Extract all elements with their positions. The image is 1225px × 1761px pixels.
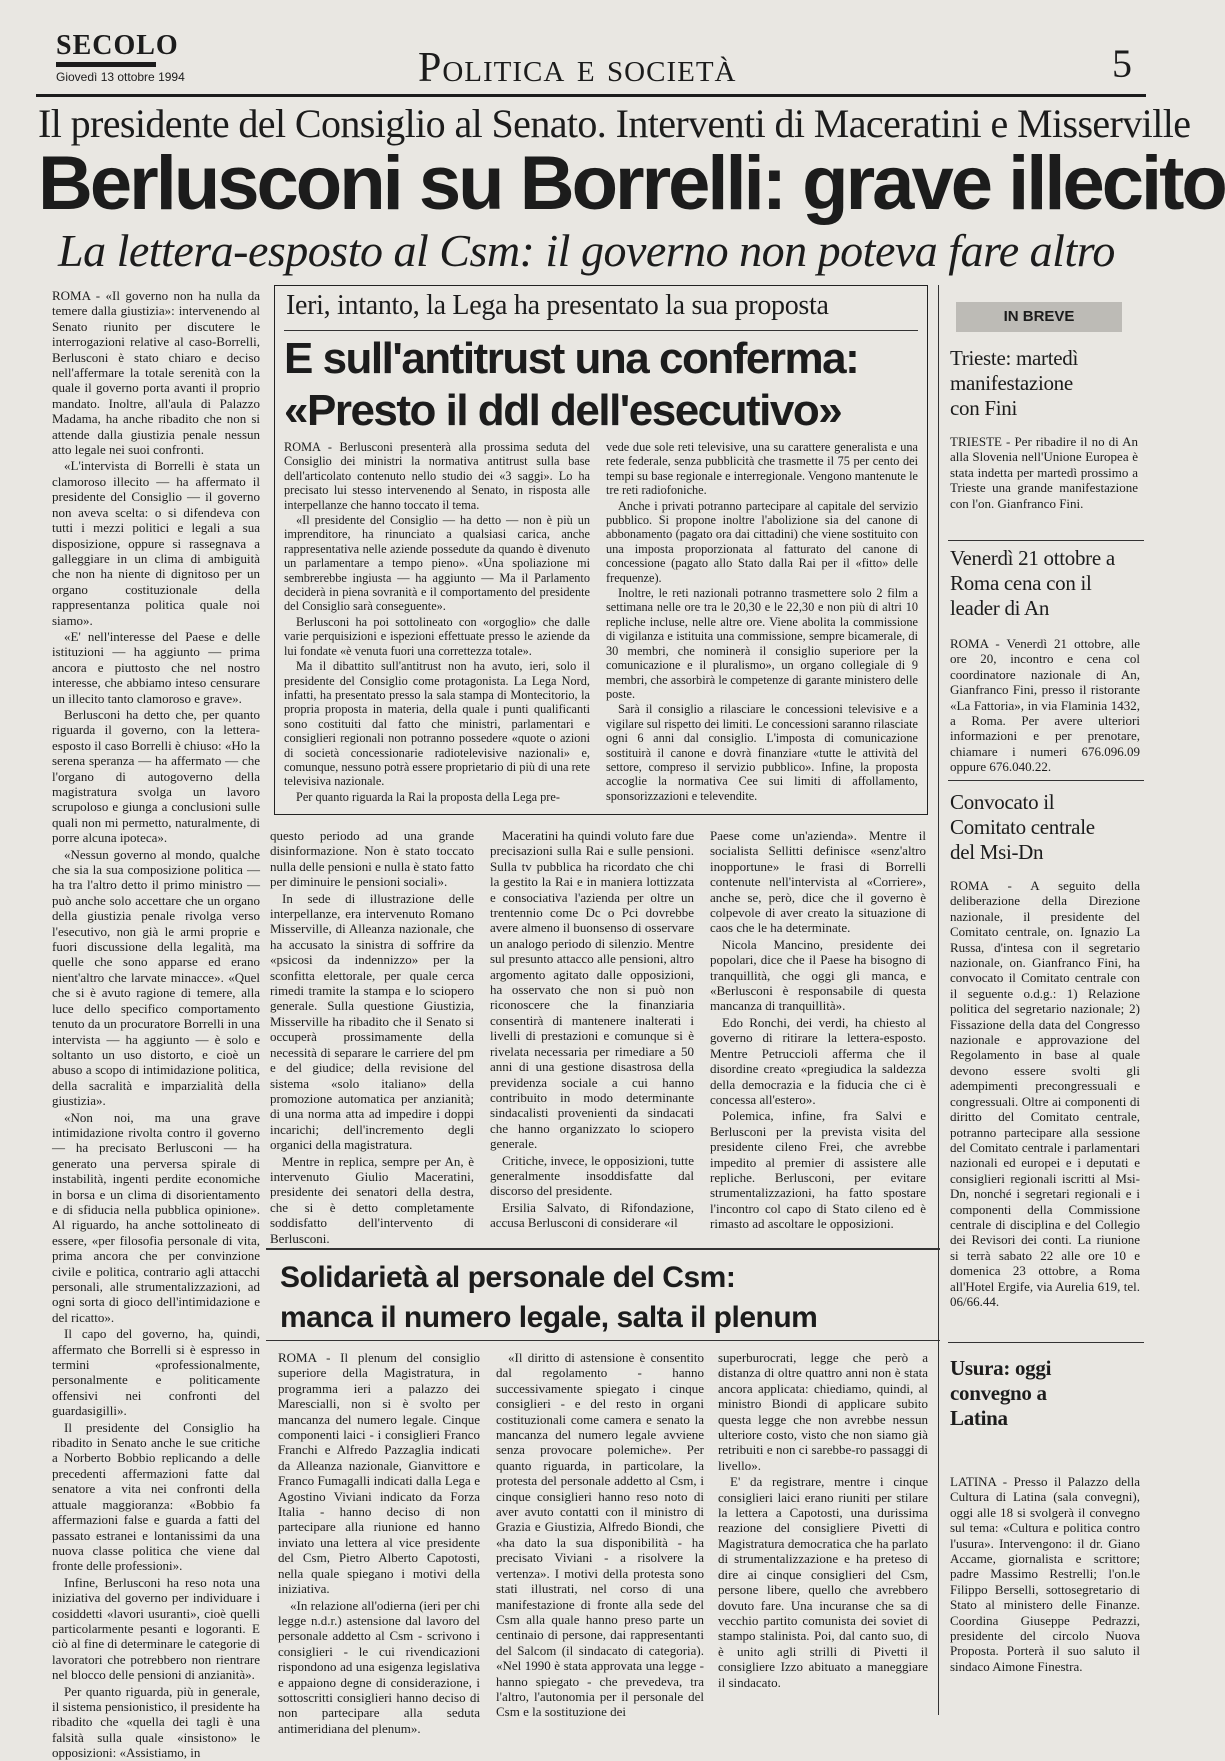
paragraph: Il presidente del Consiglio ha ribadito in Senato anche le sue critiche a Norberto Bobbio replicando a delle precedenti affermazioni fatte dal senatore a vita nei confronti della attuale maggioranza: «Bobbio fa affermazioni false e guarda a fatti del passato estranei e lontanissimi da una nuova classe politica che viene dal fronte delle professioni».	[52, 1419, 260, 1574]
paragraph: Ersilia Salvato, di Rifondazione, accusa Berlusconi di considerare «il	[490, 1199, 694, 1231]
breve-separator	[948, 1342, 1144, 1343]
paragraph: questo periodo ad una grande disinformazione. Non è stato toccato nulla delle pensioni e nulla è stato fatto per diminuire le pensioni sociali».	[270, 828, 474, 890]
antitrust-headline	[284, 333, 924, 437]
main-article-column-4	[710, 828, 926, 1238]
paragraph: Critiche, invece, le opposizioni, tutte generalmente insoddisfatte dal discorso del presidente.	[490, 1152, 694, 1199]
paragraph: Maceratini ha quindi voluto fare due precisazioni sulla Rai e sulle pensioni. Sulla tv pubblica ha ricordato che chi la gestito la Rai e in maniera lottizzata e consociativa l'azienda per oltre un trentennio come Dc o Pci dovrebbe avere almeno il buonsenso di osservare un analogo periodo di silenzio. Mentre sul presunto attacco alle pensioni, altro argomento agitato dalle opposizioni, ha osservato che non si può non riconoscere che la finanziaria consentirà di mantenere inalterati i livelli di prestazioni e comunque si è rivelata necessaria per rimediare a 50 anni di una gestione disastrosa della previdenza sociale a cui hanno contribuito in modo determinante sindacalisti provenienti da sindacati che hanno organizzato lo sciopero generale.	[490, 828, 694, 1152]
section-title: Politica e società	[418, 45, 737, 91]
paragraph: Edo Ronchi, dei verdi, ha chiesto al governo di ritirare la lettera-esposto. Mentre Petruccioli afferma che il disordine creato «pregiudica la saldezza della democrazia e la fiducia che ci è concessa all'estero».	[710, 1014, 926, 1107]
solidarieta-divider	[266, 1340, 940, 1341]
antitrust-headline-line-2: «Presto il ddl dell'esecutivo»	[284, 386, 842, 435]
breve-separator	[948, 540, 1144, 541]
paragraph: TRIESTE - Per ribadire il no di An alla Slovenia nell'Unione Europea è stata indetta per martedì prossimo a Trieste una grande manifestazione con l'on. Gianfranco Fini.	[950, 434, 1138, 511]
paragraph: Infine, Berlusconi ha reso nota una iniziativa del governo per individuare i cosiddetti «lavori usuranti», cioè quelli particolarmente pesanti e logoranti. E ciò al fine di determinare le categorie di lavoratori che potrebbero non rientrare nel blocco delle pensioni di anzianità».	[52, 1574, 260, 1683]
paragraph: ROMA - Il plenum del consiglio superiore della Magistratura, in programma ieri a palazzo dei Marescialli, non si è svolto per mancanza del numero legale. Cinque componenti laici - i consiglieri Franco Franchi e Alfredo Pazzaglia indicati da Alleanza nazionale, Gianvittore e Franco Fumagalli indicati dalla Lega e Agostino Viviani indicato da Forza Italia - hanno deciso di non partecipare alla riunione ed hanno inviato una lettera al vice presidente del Csm, Pietro Alberto Capotosti, nella quale spiegano i motivi della iniziativa.	[278, 1350, 480, 1597]
paragraph: Anche i privati potranno partecipare al capitale del servizio pubblico. Si propone inoltre l'abolizione sia del canone di abbonamento (pagato ora dai cittadini) che viene sostituito con una imposta proporzionata al fatturato del canone di concessione (pagato allo Stato dalla Rai per il «fitto» delle frequenze).	[606, 498, 918, 585]
paragraph: Inoltre, le reti nazionali potranno trasmettere solo 2 film a settimana nelle ore tra le 20,30 e le 22,30 e non più di altri 10 repliche incluse, nelle altre ore. Viene abolita la commissione di vigilanza e istituita una commissione, sempre bicamerale, di 30 membri, che nominerà il consiglio superiore per la comunicazione e il pluralismo», un organo collegiale di 9 membri, che assorbirà le competenze di garante ministero delle poste.	[606, 586, 918, 701]
main-article-column-1	[52, 288, 260, 1761]
paragraph: Per quanto riguarda la Rai la proposta della Lega pre-	[296, 789, 560, 804]
solidarieta-headline-line-2: manca il numero legale, salta il plenum	[280, 1301, 818, 1334]
masthead-logo: SECOLO	[56, 30, 179, 61]
paragraph: Berlusconi ha poi sottolineato con «orgoglio» che dalle varie perquisizioni e ispezioni effettuate presso le aziende da lui fondate «è venuta fuori una correttezza totale».	[284, 614, 590, 658]
breve-text-trieste	[950, 434, 1138, 538]
paragraph: superburocrati, legge che però a distanza di oltre quattro anni non è stata ancora applicata: chiediamo, quindi, al ministro Biondi di applicare subito questa legge che non avrebbe nessun ulteriore costo, visto che non siamo già retribuiti e non ci sarebbe-ro passaggi di livello».	[718, 1350, 928, 1473]
paragraph: Paese come un'azienda». Mentre il socialista Sellitti definisce «senz'altro inopportune» le frasi di Borrelli contenute nell'intervista al «Corriere», anche se, però, dice che il governo è colpevole di aver creato la situazione di caos che le ha determinate.	[710, 828, 926, 936]
paragraph: ROMA - Berlusconi presenterà alla prossima seduta del Consiglio dei ministri la normativa antitrust sulla base dell'articolato contenuto nello studio dei «3 saggi». Lo ha precisato lui stesso intervenendo al Senato, in risposta alle interpellanze che hanno toccato il tema.	[284, 440, 590, 512]
solidarieta-column-2	[496, 1350, 704, 1738]
page-number: 5	[1112, 41, 1132, 86]
paragraph: Nicola Mancino, presidente dei popolari, dice che il Paese ha bisogno di tranquillità, che oggi gli manca, e «Berlusconi è responsabile di questa mancanza di tranquillità».	[710, 936, 926, 1014]
paragraph: Polemica, infine, fra Salvi e Berlusconi per la prevista visita del presidente cileno Frei, che avrebbe impedito al premier di assistere alle repliche. Berlusconi, per evitare strumentalizzazioni, ha fatto spostare l'incontro col capo di Stato cileno ed è rimasto ad ascoltare le opposizioni.	[710, 1108, 926, 1232]
paragraph: Sarà il consiglio a rilasciare le concessioni televisive e a vigilare sul rispetto dei limiti. Le concessioni saranno rilasciate ogni 6 anni dal consiglio. L'imposta di comunicazione sostituirà il canone e dovrà finanziare «tutte le attività del settore, compreso il servizio pubblico». Infine, la proposta accoglie la normativa Cee sui limiti di affollamento, sponsorizzazioni e televendite.	[606, 702, 918, 803]
paragraph: E' da registrare, mentre i cinque consiglieri laici erano riuniti per stilare la lettera a Capotosti, una durissima reazione del consigliere Pivetti di Magistratura democratica che ha parlato di strumentalizzazione e ha preteso di dire ai cinque consiglieri del Csm, persone libere, quello che avrebbero dovuto fare. Una incuranse che sa di vecchio partito comunista dei soviet di stampo stalinista. Poi, dal canto suo, di è unito agli strilli di Pivetti il consigliere Izzo abituato a maneggiare il sindacato.	[718, 1474, 928, 1690]
solidarieta-column-1	[278, 1350, 480, 1738]
main-article-column-3	[490, 828, 694, 1238]
paragraph: LATINA - Presso il Palazzo della Cultura di Latina (sala convegni), oggi alle 18 si svolgerà il convegno sul tema: «Cultura e politica contro l'usura». Intervengono: il dr. Giano Accame, giornalista e scrittore; padre Massimo Restrelli; l'on.le Filippo Berselli, sottosegretario di Stato al ministero delle Finanze. Coordina Giuseppe Pedrazzi, presidente del circolo Nuova Proposta. Porterà il suo saluto il sindaco Aimone Finestra.	[950, 1474, 1140, 1674]
main-subhead: La lettera-esposto al Csm: il governo non poteva fare altro	[58, 225, 1115, 276]
solidarieta-headline	[280, 1258, 930, 1338]
paragraph: ROMA - A seguito della deliberazione della Direzione nazionale, il presidente del Comitato centrale, on. Ignazio La Russa, d'intesa con il segretario nazionale, on. Gianfranco Fini, ha convocato il Comitato centrale con il seguente o.d.g.: 1) Relazione politica del segretario nazionale; 2) Fissazione della data del Congresso nazionale e approvazione del Regolamento in base al quale devono essere svolti gli adempimenti precongressuali e congressuali. Oltre ai componenti di diritto del Comitato centrale, potranno partecipare alla sessione del Comitato centrale i parlamentari nazionali ed europei e i deputati e consiglieri regionali iscritti al Msi-Dn, nonché i segretari regionali e i componenti della Commissione centrale di disciplina e del Collegio dei Revisori dei conti. La riunione si terrà sabato 22 alle ore 10 e domenica 23 ottobre, a Roma all'Hotel Ergife, via Aurelia 619, tel. 06/66.44.	[950, 878, 1140, 1309]
main-kicker: Il presidente del Consiglio al Senato. Interventi di Maceratini e Misserville	[38, 101, 1191, 146]
paragraph: «E' nell'interesse del Paese e delle istituzioni — ha aggiunto — prima ancora e piuttosto che nel nostro interesse, che abbiamo inteso censurare un illecito tanto clamoroso e grave».	[52, 628, 260, 706]
antitrust-headline-line-1: E sull'antitrust una conferma:	[284, 334, 859, 383]
paragraph: «Non noi, ma una grave intimidazione rivolta contro il governo — ha precisato Berlusconi — ha generato una perversa spirale di instabilità, ingenti perdite economiche in borsa e un clima di disorientamento e di sfiducia nella pubblica opinione». Al riguardo, ha anche sottolineato di essere, «per filosofia personale di vita, prima ancora che per convinzione civile e politica, contrario agli attacchi personali, alle strumentalizzazioni, ad ogni sorta di gioco dell'intimidazione e del ricatto».	[52, 1109, 260, 1325]
paragraph: vede due sole reti televisive, una su carattere generalista e una rete federale, senza pubblicità che trasmette il 75 per cento dei tempi su base regionale e interregionale. Vengono mantenute le tre reti radiofoniche.	[606, 440, 918, 498]
paragraph: Per quanto riguarda, più in generale, il sistema pensionistico, il presidente ha ribadito che «quella dei tagli è una falsità sulla quale «insistono» le opposizioni: «Assistiamo, in	[52, 1683, 260, 1761]
breve-title-venerdi: Venerdì 21 ottobre a Roma cena con il leader di An	[950, 546, 1115, 620]
antitrust-kicker: Ieri, intanto, la Lega ha presentato la sua proposta	[286, 290, 829, 321]
paragraph: Berlusconi ha detto che, per quanto riguarda il governo, con la lettera-esposto il caso Borrelli è chiuso: «Ho la serena speranza — ha affermato — che l'organo di autogoverno della magistratura svolga un lavoro scrupoloso e giunga a conclusioni sulle quali non mi permetto, naturalmente, di porre alcuna ipoteca».	[52, 706, 260, 846]
masthead-date: Giovedì 13 ottobre 1994	[56, 70, 185, 84]
breve-separator	[948, 780, 1144, 781]
paragraph: «Il presidente del Consiglio — ha detto — non è più un imprenditore, ha rinunciato a qualsiasi carica, anche rappresentativa nelle aziende possedute da quando è divenuto un parlamentare a tempo pieno». «Una spoliazione mi sembrerebbe ingiusta — ha aggiunto — Ma il Parlamento deciderà in piena sovranità e il comportamento del presidente del Consiglio sarà conseguente».	[284, 513, 590, 614]
breve-title-usura: Usura: oggi convegno a Latina	[950, 1356, 1052, 1430]
antitrust-column-1	[284, 440, 590, 808]
breve-text-usura	[950, 1474, 1140, 1738]
paragraph: «Il diritto di astensione è consentito dal regolamento - hanno successivamente spiegato i cinque consiglieri - e del resto in organi costituzionali come camera e senato la mancanza del numero legale avviene senza provocare polemiche». Per quanto riguarda, in particolare, la protesta del personale addetto al Csm, i cinque consiglieri hanno reso noto di aver avuto contatti con il ministro di Grazia e Giustizia, Alfredo Biondi, che «ha dato la sua disponibilità - ha precisato Viviani - a risolvere la vertenza». I motivi della protesta sono stati illustrati, nel corso di una manifestazione di fronte alla sede del Csm alla quale hanno preso parte un centinaio di persone, dai rappresentanti del Salcom (il sindacato di categoria). «Nel 1990 è stata approvata una legge - hanno spiegato - che prevedeva, tra l'altro, l'autonomia per il personale del Csm e la sostituzione dei	[496, 1350, 704, 1720]
paragraph: «In relazione all'odierna (ieri per chi legge n.d.r.) astensione dal lavoro del personale addetto al Csm - scrivono i consiglieri - le cui rivendicazioni rispondono ad una esigenza legislativa e appaiono degne di considerazione, i sottoscritti consiglieri hanno deciso di non partecipare alla seduta antimeridiana del plenum».	[278, 1597, 480, 1736]
paragraph: Il capo del governo, ha, quindi, affermato che Borrelli si è espresso in termini «professionalmente, personalmente e politicamente offensivi nei confronti del guardasigilli».	[52, 1326, 260, 1419]
paragraph: In sede di illustrazione delle interpellanze, era intervenuto Romano Misserville, di Alleanza nazionale, che ha accusato la sinistra di soffrire da «psicosi da indennizzo» per la sconfitta elettorale, per quale cerca rimedi tramite la stampa e lo sciopero generale. Sulla questione Giustizia, Misserville ha ribadito che il Senato si occuperà prossimamente della necessità di separare le carriere del pm e del giudice; della revisione del sistema «solo italiano» della promozione automatica per anzianità; di una norma atta ad impedire i doppi incarichi; dell'incremento degli organici della magistratura.	[270, 890, 474, 1153]
breve-title-convocato: Convocato il Comitato centrale del Msi-Dn	[950, 790, 1095, 864]
antitrust-divider	[284, 330, 918, 331]
in-breve-label: IN BREVE	[956, 302, 1122, 332]
breve-text-venerdi	[950, 636, 1140, 776]
paragraph: ROMA - «Il governo non ha nulla da temere dalla giustizia»: intervenendo al Senato riunito per discutere le interrogazioni relative al caso-Borrelli, Berlusconi è stato chiaro e deciso nell'affermare la totale serenità con la quale il governo porta avanti il proprio mandato. Inoltre, all'aula di Palazzo Madama, ha anche ribadito che non si attende dalla giustizia penale nessun atto legale nei suoi confronti.	[52, 288, 260, 458]
antitrust-column-2	[606, 440, 918, 808]
paragraph: Mentre in replica, sempre per An, è intervenuto Giulio Maceratini, presidente dei senatori della destra, che si è detto completamente soddisfatto dell'intervento di Berlusconi.	[270, 1153, 474, 1246]
sidebar-divider	[938, 285, 939, 1715]
breve-text-convocato	[950, 878, 1140, 1336]
main-article-column-2	[270, 828, 474, 1246]
paragraph: ROMA - Venerdì 21 ottobre, alle ore 20, incontro e cena col coordinatore nazionale di An, Gianfranco Fini, presso il ristorante «La Fattoria», in via Flaminia 1432, a Roma. Per avere ulteriori informazioni e per prenotare, chiamare i numeri 676.096.09 oppure 676.040.22.	[950, 636, 1140, 775]
solidarieta-headline-line-1: Solidarietà al personale del Csm:	[280, 1261, 736, 1294]
paragraph: «L'intervista di Borrelli è stata un clamoroso illecito — ha affermato il presidente del Consiglio — il governo non aveva scelta: o si difendeva con tutti i mezzi politici e legali a sua disposizione, oppure si rassegnava a galleggiare in un clima di ambiguità che non ha niente di dignitoso per un organo costituzionale della rappresentanza politica quale noi siamo».	[52, 458, 260, 628]
paragraph: Ma il dibattito sull'antitrust non ha avuto, ieri, solo il presidente del Consiglio come protagonista. La Lega Nord, infatti, ha presentato presso la sala stampa di Montecitorio, la propria proposta in materia, della quale i punti qualificanti sono costituiti dal fatto che ministri, parlamentari e consiglieri regionali non potranno possedere «quote o azioni di società concessionarie radiotelevisive nazionali» e, comunque, nessuno potrà essere proprietario di più di una rete televisiva nazionale.	[284, 659, 590, 789]
solidarieta-column-3	[718, 1350, 928, 1738]
masthead-logo-bar	[56, 62, 156, 67]
breve-title-trieste: Trieste: martedì manifestazione con Fini	[950, 346, 1078, 420]
paragraph: «Nessun governo al mondo, qualche che sia la sua composizione politica — ha tra l'altro detto il primo ministro — può anche solo accettare che un organo della giustizia penale rivolga verso l'esecutivo, non già le armi proprie e fuori discussione della legalità, ma quelle che sono apparse ed erano nient'altro che larvate minacce». «Quel che si è avuto ragione di temere, alla luce dello specifico comportamento tenuto da un procuratore Borrelli in una intervista — ha aggiunto — è solo e soltanto un uso distorto, e cioè un abuso a scopo di intimidazione politica, della sacralità e imparzialità della giustizia».	[52, 846, 260, 1109]
solidarieta-top-rule	[266, 1248, 940, 1250]
main-headline: Berlusconi su Borrelli: grave illecito	[38, 141, 1225, 226]
masthead-divider	[36, 94, 1146, 97]
